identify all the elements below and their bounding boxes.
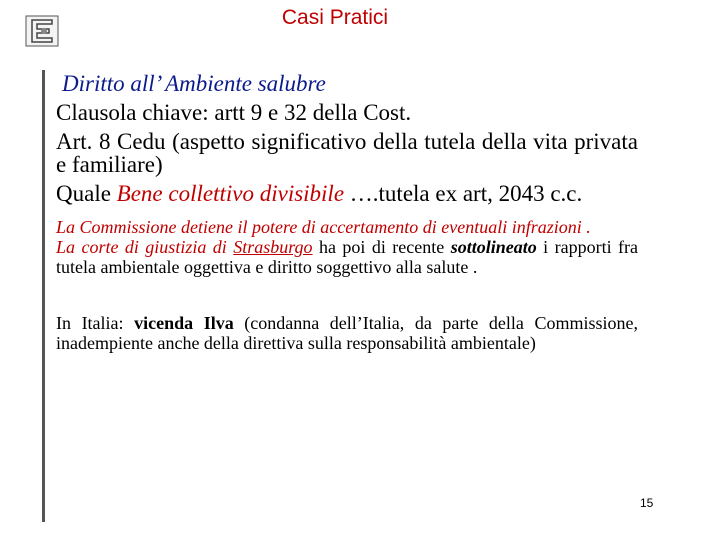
paragraph-commissione: La Commissione detiene il potere di accertamento di eventuali infrazioni . (56, 217, 591, 237)
bene-prefix: Quale (56, 181, 117, 206)
paragraph-cedu: Art. 8 Cedu (aspetto significativo della tutela della vita privata e familiare) (56, 129, 638, 177)
strasburgo-text: Strasburgo (233, 237, 313, 257)
ilva-prefix: In Italia: (56, 313, 135, 333)
paragraph-ilva (56, 313, 638, 353)
page-number: 15 (640, 496, 654, 510)
bene-suffix: ….tutela ex art, 2043 c.c. (344, 181, 583, 206)
paragraph-corte (56, 237, 638, 277)
ilva-bold: vicenda Ilva (134, 313, 234, 333)
corte-suffix: i rapporti fra tutela ambientale oggettiva e diritto soggettivo alla salute . (56, 237, 638, 277)
left-vertical-rule (42, 70, 45, 522)
page-title: Casi Pratici (281, 6, 389, 29)
ilva-suffix: (condanna dell’Italia, da parte della Commissione, inadempiente anche della direttiva sulla responsabilità ambientale) (56, 313, 638, 353)
paragraph-clausola: Clausola chiave: artt 9 e 32 della Cost. (56, 100, 412, 125)
corte-prefix: La corte di giustizia di (56, 237, 234, 257)
sottolineato-text: sottolineato (450, 237, 537, 257)
section-subtitle: Diritto all’ Ambiente salubre (62, 71, 326, 96)
slide-content (56, 70, 638, 353)
bene-emphasis: Bene collettivo divisibile (116, 181, 345, 206)
corte-mid: ha poi di recente (312, 237, 451, 257)
paragraph-bene (56, 182, 638, 205)
